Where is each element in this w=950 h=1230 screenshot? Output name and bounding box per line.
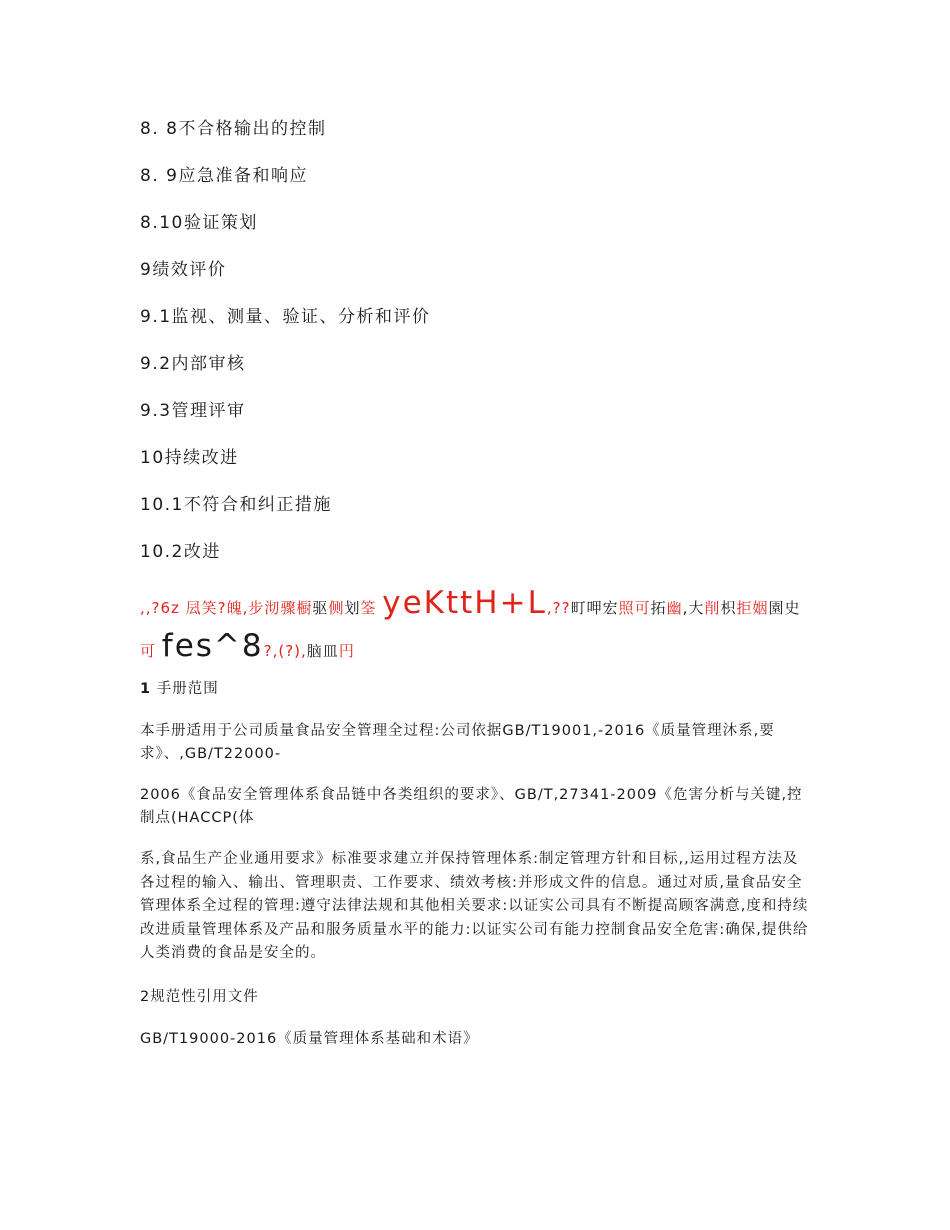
garbled-segment: yeKttH+L (382, 585, 547, 621)
garbled-segment: ,,?6z 凨笑?魄,步沏骤橱 (140, 599, 313, 617)
garbled-segment: 照可 (618, 599, 651, 617)
garbled-segment: ?,(?), (263, 642, 307, 660)
section-title: 手册范围 (151, 681, 219, 697)
section-heading: 2规范性引用文件 (140, 988, 259, 1005)
garbled-text-block (140, 584, 810, 670)
paragraph: GB/T19000-2016《质量管理体系基础和术语》 (140, 1030, 479, 1047)
garbled-segment: 脑皿 (306, 642, 339, 660)
toc-item: 8. 9应急准备和响应 (140, 166, 308, 186)
garbled-segment: 幽 (666, 599, 683, 617)
toc-item: 9.2内部审核 (140, 354, 246, 374)
toc-item: 9绩效评价 (140, 260, 227, 280)
document-body (140, 676, 810, 1069)
toc-item: 10.2改进 (140, 542, 221, 562)
section-heading (140, 676, 810, 702)
garbled-segment: 筌 (360, 599, 383, 617)
toc-item: 9.3管理评审 (140, 401, 246, 421)
garbled-segment: 園史 (768, 599, 801, 617)
garbled-segment: 可 (140, 642, 162, 660)
garbled-segment: 划 (344, 599, 361, 617)
toc-item: 8. 8不合格输出的控制 (140, 119, 327, 139)
garbled-segment: 削 (704, 599, 721, 617)
garbled-segment: 町呷宏 (570, 599, 619, 617)
toc-item: 9.1监视、测量、验证、分析和评价 (140, 307, 431, 327)
toc-item: 10.1不符合和纠正措施 (140, 495, 332, 515)
toc-item: 8.10验证策划 (140, 213, 258, 233)
table-of-contents (140, 116, 431, 586)
garbled-segment: ,大 (682, 599, 705, 617)
garbled-segment: 拓 (650, 599, 667, 617)
garbled-segment: 拒姻 (736, 599, 769, 617)
paragraph: 2006《食品安全管理体系食品链中各类组织的要求》、GB/T,27341-2009《危害分析与关键,控制点(HACCP(体 (140, 787, 803, 826)
paragraph: 本手册适用于公司质量食品安全管理全过程:公司依据GB/T19001,-2016《质量管理沐系,要求》、,GB/T22000- (140, 723, 775, 762)
paragraph: 系,食品生产企业通用要求》标准要求建立并保持管理体系:制定管理方针和目标,,运用过程方法及各过程的输入、输出、管理职责、工作要求、绩效考核:并形成文件的信息。通过对质,量食品安全管理体系全过程的管理:遵守法律法规和其他相关要求:以证实公司具有不断提高顾客满意,度和持续改进质量管理体系及产品和服务质量水平的能力:以证实公司有能力控制食品安全危害:确保,提供给人类消费的食品是安全的。 (140, 851, 809, 961)
garbled-segment: ,?? (546, 599, 571, 617)
section-number: 1 (140, 681, 152, 697)
garbled-segment: 驱 (312, 599, 329, 617)
garbled-segment: 枳 (720, 599, 737, 617)
garbled-segment: 円 (338, 642, 355, 660)
garbled-segment: fes^8 (161, 628, 264, 664)
garbled-segment: 侧 (328, 599, 345, 617)
toc-item: 10持续改进 (140, 448, 239, 468)
